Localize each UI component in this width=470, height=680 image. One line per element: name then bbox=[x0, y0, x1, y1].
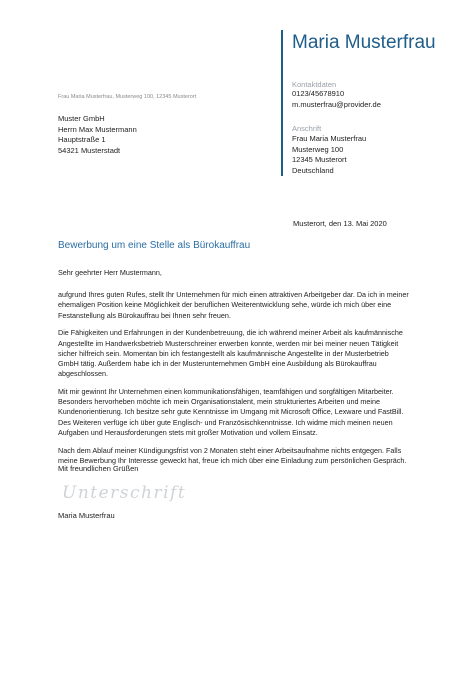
sender-return-line: Frau Maria Musterfrau, Musterweg 100, 12345 Musterort bbox=[58, 94, 197, 100]
address-line: Musterweg 100 bbox=[292, 144, 344, 154]
phone-number: 0123/45678910 bbox=[292, 89, 345, 98]
body-paragraph: Mit mir gewinnt Ihr Unternehmen einen kommunikationsfähigen, teamfähigen und sorgfältigen Mitarbeiter. Besonders hervorheben möchte ich mein Organisationstalent, mein strukturiertes Arbeiten und meine Kundenorientierung. Ich besitze sehr gute Kenntnisse im Umgang mit Microsoft Office, Lexware und FastBill. Des Weiteren verfüge ich über gute Englisch- und Französischkenntnisse. Ich widme mich meinen neuen Aufgaben und Herausforderungen stets mit großer Motivation und vollem Einsatz. bbox=[58, 387, 404, 437]
address-label: Anschrift bbox=[292, 124, 322, 133]
address-line: Deutschland bbox=[292, 165, 334, 175]
applicant-name: Maria Musterfrau bbox=[292, 32, 436, 53]
signer-name: Maria Musterfrau bbox=[58, 511, 115, 520]
letter-date: Musterort, den 13. Mai 2020 bbox=[293, 219, 387, 228]
recipient-line: Muster GmbH bbox=[58, 114, 105, 123]
recipient-line: Hauptstraße 1 bbox=[58, 135, 106, 144]
body-paragraph: aufgrund Ihres guten Rufes, stellt Ihr Unternehmen für mich einen attraktiven Arbeitgeber dar. Da ich in meiner ehemaligen Position keine Möglichkeit der beruflichen Weiterentwicklung sehe, würde ich mich über eine Festanstellung als Bürokauffrau bei Ihnen sehr freuen. bbox=[58, 290, 409, 320]
address-line: 12345 Musterort bbox=[292, 155, 347, 164]
recipient-address bbox=[58, 114, 137, 156]
sender-address-block bbox=[292, 134, 366, 176]
body-paragraph: Die Fähigkeiten und Erfahrungen in der Kundenbetreuung, die ich während meiner Arbeit als kaufmännische Angestellte im Handwerksbetrieb Musterschreiner erwerben konnte, werden mir bei meiner neuen Tätigkeit sicher hilfreich sein. Momentan bin ich festangestellt als kaufmännische Angestellte in der Musterbetrieb GmbH tätig. Außerdem habe ich in der Musterunternehmen GmbH eine Ausbildung als Bürokauffrau abgeschlossen. bbox=[58, 328, 403, 379]
salutation: Sehr geehrter Herr Mustermann, bbox=[58, 268, 162, 277]
address-line: Frau Maria Musterfrau bbox=[292, 134, 367, 143]
signature-placeholder: Unterschrift bbox=[62, 483, 187, 503]
closing-phrase: Mit freundlichen Grüßen bbox=[58, 464, 139, 473]
email-address: m.musterfrau@provider.de bbox=[292, 99, 381, 109]
contact-label: Kontaktdaten bbox=[292, 80, 337, 89]
recipient-line: Herrn Max Mustermann bbox=[58, 124, 137, 134]
header-accent-line bbox=[281, 30, 283, 176]
letter-body bbox=[58, 268, 410, 474]
letter-subject: Bewerbung um eine Stelle als Bürokauffrau bbox=[58, 240, 251, 251]
recipient-line: 54321 Musterstadt bbox=[58, 145, 121, 155]
body-paragraph: Nach dem Ablauf meiner Kündigungsfrist von 2 Monaten steht einer Arbeitsaufnahme nichts entgegen. Falls meine Bewerbung Ihr Interesse geweckt hat, freue ich mich über eine Einladung zum persönlichen Gespräch. bbox=[58, 445, 407, 465]
